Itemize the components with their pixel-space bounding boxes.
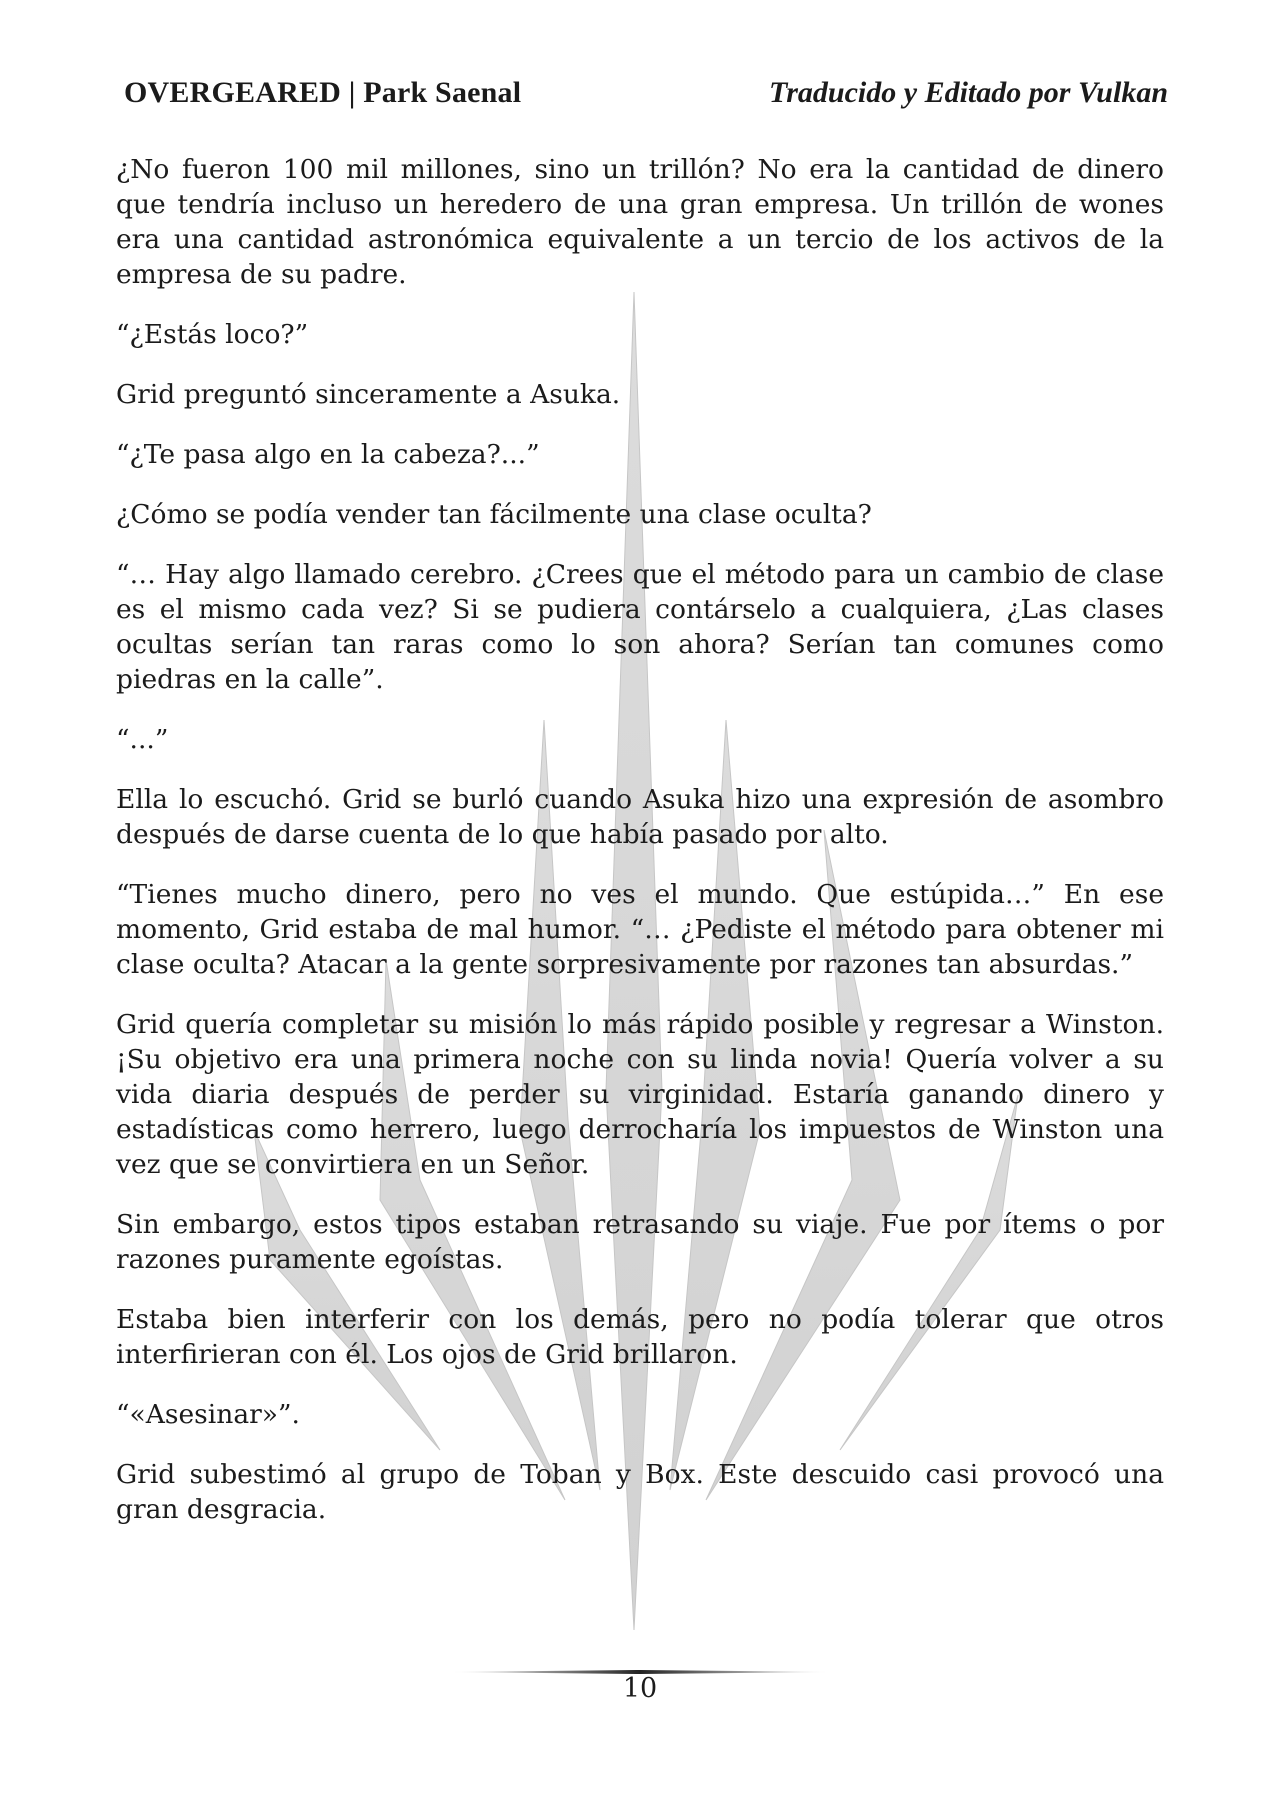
page-header (124, 76, 1168, 116)
paragraph: “… Hay algo llamado cerebro. ¿Crees que el método para un cambio de clase es el mismo cada vez? Si se pudiera contárselo a cualquiera, ¿Las clases ocultas serían tan raras como lo son ahora? Serían tan comunes como piedras en la calle”. (116, 559, 1164, 695)
paragraph: Grid preguntó sinceramente a Asuka. (116, 379, 621, 410)
paragraph: “...” (116, 724, 169, 755)
paragraph: ¿Cómo se podía vender tan fácilmente una clase oculta? (116, 499, 872, 530)
paragraph: Grid quería completar su misión lo más rápido posible y regresar a Winston. ¡Su objetivo era una primera noche con su linda novia! Quería volver a su vida diaria después de perder su virginidad. Estaría ganando dinero y estadísticas como herrero, luego derrocharía los impuestos de Winston una vez que se convirtiera en un Señor. (116, 1009, 1164, 1180)
paragraph: “¿Estás loco?” (116, 319, 309, 350)
chapter-body (116, 152, 1164, 1552)
paragraph: Sin embargo, estos tipos estaban retrasando su viaje. Fue por ítems o por razones puramente egoístas. (116, 1209, 1164, 1275)
header-translator-credit: Traducido y Editado por Vulkan (769, 76, 1168, 109)
paragraph: Estaba bien interferir con los demás, pero no podía tolerar que otros interfirieran con él. Los ojos de Grid brillaron. (116, 1304, 1164, 1370)
header-book-title: OVERGEARED | Park Saenal (124, 76, 522, 109)
paragraph: Grid subestimó al grupo de Toban y Box. Este descuido casi provocó una gran desgracia. (116, 1459, 1164, 1525)
paragraph: “«Asesinar»”. (116, 1399, 300, 1430)
paragraph: “Tienes mucho dinero, pero no ves el mundo. Que estúpida…” En ese momento, Grid estaba de mal humor. “… ¿Pediste el método para obtener mi clase oculta? Atacar a la gente sorpresivamente por razones tan absurdas.” (116, 879, 1164, 980)
paragraph: “¿Te pasa algo en la cabeza?...” (116, 439, 540, 470)
paragraph: ¿No fueron 100 mil millones, sino un trillón? No era la cantidad de dinero que tendría incluso un heredero de una gran empresa. Un trillón de wones era una cantidad astronómica equivalente a un tercio de los activos de la empresa de su padre. (116, 154, 1164, 290)
paragraph: Ella lo escuchó. Grid se burló cuando Asuka hizo una expresión de asombro después de darse cuenta de lo que había pasado por alto. (116, 784, 1164, 850)
page-number: 10 (622, 1673, 658, 1704)
